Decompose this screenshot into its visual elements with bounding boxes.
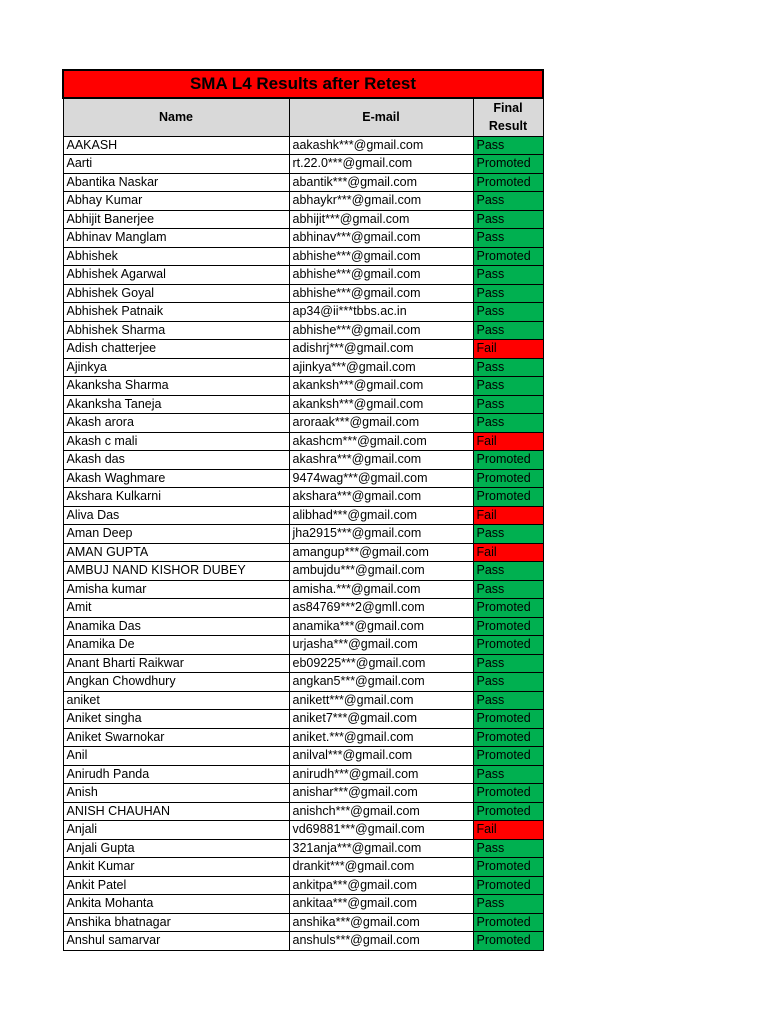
cell-name: Akash das (63, 451, 289, 470)
table-row (63, 839, 543, 858)
cell-name: Ankit Kumar (63, 858, 289, 877)
cell-email: abantik***@gmail.com (289, 173, 473, 192)
cell-result: Fail (473, 543, 543, 562)
table-row (63, 506, 543, 525)
cell-result: Pass (473, 377, 543, 396)
cell-email: abhishe***@gmail.com (289, 266, 473, 285)
cell-email: abhaykr***@gmail.com (289, 192, 473, 211)
table-row (63, 895, 543, 914)
cell-email: anirudh***@gmail.com (289, 765, 473, 784)
cell-name: AMBUJ NAND KISHOR DUBEY (63, 562, 289, 581)
table-row (63, 377, 543, 396)
cell-result: Pass (473, 562, 543, 581)
table-row (63, 432, 543, 451)
cell-result: Pass (473, 136, 543, 155)
table-row (63, 562, 543, 581)
cell-name: Anish (63, 784, 289, 803)
cell-result: Pass (473, 839, 543, 858)
cell-email: anamika***@gmail.com (289, 617, 473, 636)
cell-result: Pass (473, 266, 543, 285)
table-row (63, 469, 543, 488)
cell-result: Promoted (473, 617, 543, 636)
cell-name: Angkan Chowdhury (63, 673, 289, 692)
cell-result: Pass (473, 395, 543, 414)
cell-name: Adish chatterjee (63, 340, 289, 359)
cell-result: Fail (473, 432, 543, 451)
table-row (63, 580, 543, 599)
cell-email: abhishe***@gmail.com (289, 321, 473, 340)
cell-name: Abhishek Patnaik (63, 303, 289, 322)
table-row (63, 321, 543, 340)
table-row (63, 340, 543, 359)
cell-name: Abhishek Agarwal (63, 266, 289, 285)
cell-name: aniket (63, 691, 289, 710)
cell-email: alibhad***@gmail.com (289, 506, 473, 525)
cell-result: Pass (473, 580, 543, 599)
cell-result: Fail (473, 340, 543, 359)
cell-name: Anshika bhatnagar (63, 913, 289, 932)
cell-result: Pass (473, 192, 543, 211)
cell-name: Ankita Mohanta (63, 895, 289, 914)
table-row (63, 247, 543, 266)
table-row (63, 192, 543, 211)
header-name: Name (63, 98, 289, 136)
cell-result: Promoted (473, 932, 543, 951)
cell-result: Promoted (473, 451, 543, 470)
header-final-result (473, 98, 543, 136)
cell-name: Anjali Gupta (63, 839, 289, 858)
sheet-title: SMA L4 Results after Retest (63, 70, 543, 98)
header-result-line2: Result (488, 119, 528, 134)
table-row (63, 932, 543, 951)
cell-email: angkan5***@gmail.com (289, 673, 473, 692)
cell-email: aniket.***@gmail.com (289, 728, 473, 747)
cell-result: Promoted (473, 469, 543, 488)
cell-email: amisha.***@gmail.com (289, 580, 473, 599)
cell-email: akanksh***@gmail.com (289, 395, 473, 414)
cell-name: Aman Deep (63, 525, 289, 544)
cell-name: Aliva Das (63, 506, 289, 525)
cell-email: ajinkya***@gmail.com (289, 358, 473, 377)
table-row (63, 654, 543, 673)
cell-name: Abhay Kumar (63, 192, 289, 211)
cell-name: Abhishek Goyal (63, 284, 289, 303)
cell-name: Akshara Kulkarni (63, 488, 289, 507)
cell-name: Ajinkya (63, 358, 289, 377)
table-row (63, 488, 543, 507)
cell-email: anikett***@gmail.com (289, 691, 473, 710)
table-row (63, 673, 543, 692)
cell-email: urjasha***@gmail.com (289, 636, 473, 655)
cell-email: as84769***2@gmll.com (289, 599, 473, 618)
table-row (63, 636, 543, 655)
cell-email: anishar***@gmail.com (289, 784, 473, 803)
cell-result: Promoted (473, 710, 543, 729)
cell-result: Promoted (473, 247, 543, 266)
cell-result: Pass (473, 691, 543, 710)
cell-result: Pass (473, 210, 543, 229)
header-email: E-mail (289, 98, 473, 136)
table-row (63, 710, 543, 729)
cell-result: Pass (473, 303, 543, 322)
cell-name: Akash Waghmare (63, 469, 289, 488)
cell-name: Akanksha Sharma (63, 377, 289, 396)
cell-email: ankitaa***@gmail.com (289, 895, 473, 914)
cell-email: 321anja***@gmail.com (289, 839, 473, 858)
cell-result: Promoted (473, 802, 543, 821)
cell-result: Promoted (473, 747, 543, 766)
cell-email: ambujdu***@gmail.com (289, 562, 473, 581)
cell-result: Pass (473, 229, 543, 248)
cell-result: Promoted (473, 155, 543, 174)
results-body (63, 136, 543, 950)
cell-email: amangup***@gmail.com (289, 543, 473, 562)
cell-name: Anshul samarvar (63, 932, 289, 951)
cell-result: Fail (473, 821, 543, 840)
cell-email: abhinav***@gmail.com (289, 229, 473, 248)
cell-email: eb09225***@gmail.com (289, 654, 473, 673)
results-table (62, 69, 544, 951)
cell-email: 9474wag***@gmail.com (289, 469, 473, 488)
table-row (63, 525, 543, 544)
cell-result: Pass (473, 765, 543, 784)
cell-name: Akanksha Taneja (63, 395, 289, 414)
cell-email: rt.22.0***@gmail.com (289, 155, 473, 174)
header-row (63, 98, 543, 136)
cell-email: akshara***@gmail.com (289, 488, 473, 507)
cell-name: AMAN GUPTA (63, 543, 289, 562)
table-row (63, 747, 543, 766)
cell-name: Ankit Patel (63, 876, 289, 895)
cell-email: jha2915***@gmail.com (289, 525, 473, 544)
header-result-line1: Final (493, 101, 523, 116)
table-row (63, 876, 543, 895)
cell-name: Aarti (63, 155, 289, 174)
table-row (63, 451, 543, 470)
cell-result: Pass (473, 895, 543, 914)
cell-email: anilval***@gmail.com (289, 747, 473, 766)
cell-email: anishch***@gmail.com (289, 802, 473, 821)
cell-name: Anil (63, 747, 289, 766)
cell-name: Anirudh Panda (63, 765, 289, 784)
table-row (63, 691, 543, 710)
table-row (63, 229, 543, 248)
table-row (63, 765, 543, 784)
table-row (63, 821, 543, 840)
table-row (63, 155, 543, 174)
cell-result: Promoted (473, 636, 543, 655)
table-row (63, 784, 543, 803)
cell-name: AAKASH (63, 136, 289, 155)
cell-result: Promoted (473, 784, 543, 803)
cell-email: drankit***@gmail.com (289, 858, 473, 877)
cell-name: Amisha kumar (63, 580, 289, 599)
table-row (63, 728, 543, 747)
cell-result: Pass (473, 414, 543, 433)
table-row (63, 266, 543, 285)
cell-email: anshuls***@gmail.com (289, 932, 473, 951)
cell-email: abhishe***@gmail.com (289, 247, 473, 266)
cell-email: ap34@ii***tbbs.ac.in (289, 303, 473, 322)
table-row (63, 284, 543, 303)
cell-email: abhijit***@gmail.com (289, 210, 473, 229)
cell-result: Promoted (473, 876, 543, 895)
cell-result: Pass (473, 284, 543, 303)
cell-result: Promoted (473, 913, 543, 932)
table-row (63, 913, 543, 932)
cell-email: anshika***@gmail.com (289, 913, 473, 932)
table-row (63, 802, 543, 821)
cell-result: Pass (473, 525, 543, 544)
cell-result: Promoted (473, 728, 543, 747)
table-row (63, 414, 543, 433)
cell-name: Anamika De (63, 636, 289, 655)
cell-email: abhishe***@gmail.com (289, 284, 473, 303)
cell-result: Pass (473, 654, 543, 673)
cell-result: Pass (473, 673, 543, 692)
cell-result: Promoted (473, 173, 543, 192)
table-row (63, 136, 543, 155)
table-row (63, 617, 543, 636)
cell-result: Promoted (473, 858, 543, 877)
table-row (63, 173, 543, 192)
cell-email: aroraak***@gmail.com (289, 414, 473, 433)
cell-name: Anjali (63, 821, 289, 840)
table-row (63, 358, 543, 377)
cell-name: Amit (63, 599, 289, 618)
cell-name: Abhijit Banerjee (63, 210, 289, 229)
cell-name: Anant Bharti Raikwar (63, 654, 289, 673)
cell-name: Abhinav Manglam (63, 229, 289, 248)
cell-email: akanksh***@gmail.com (289, 377, 473, 396)
cell-result: Fail (473, 506, 543, 525)
cell-email: aniket7***@gmail.com (289, 710, 473, 729)
cell-email: aakashk***@gmail.com (289, 136, 473, 155)
cell-result: Promoted (473, 599, 543, 618)
cell-email: adishrj***@gmail.com (289, 340, 473, 359)
cell-name: Abhishek Sharma (63, 321, 289, 340)
cell-name: Akash arora (63, 414, 289, 433)
table-row (63, 210, 543, 229)
table-row (63, 599, 543, 618)
cell-result: Pass (473, 321, 543, 340)
cell-result: Pass (473, 358, 543, 377)
cell-name: Aniket Swarnokar (63, 728, 289, 747)
cell-email: akashcm***@gmail.com (289, 432, 473, 451)
cell-result: Promoted (473, 488, 543, 507)
cell-name: ANISH CHAUHAN (63, 802, 289, 821)
cell-email: vd69881***@gmail.com (289, 821, 473, 840)
cell-name: Akash c mali (63, 432, 289, 451)
cell-name: Anamika Das (63, 617, 289, 636)
cell-name: Aniket singha (63, 710, 289, 729)
table-row (63, 303, 543, 322)
table-row (63, 395, 543, 414)
cell-email: ankitpa***@gmail.com (289, 876, 473, 895)
table-row (63, 543, 543, 562)
cell-email: akashra***@gmail.com (289, 451, 473, 470)
cell-name: Abhishek (63, 247, 289, 266)
cell-name: Abantika Naskar (63, 173, 289, 192)
table-row (63, 858, 543, 877)
